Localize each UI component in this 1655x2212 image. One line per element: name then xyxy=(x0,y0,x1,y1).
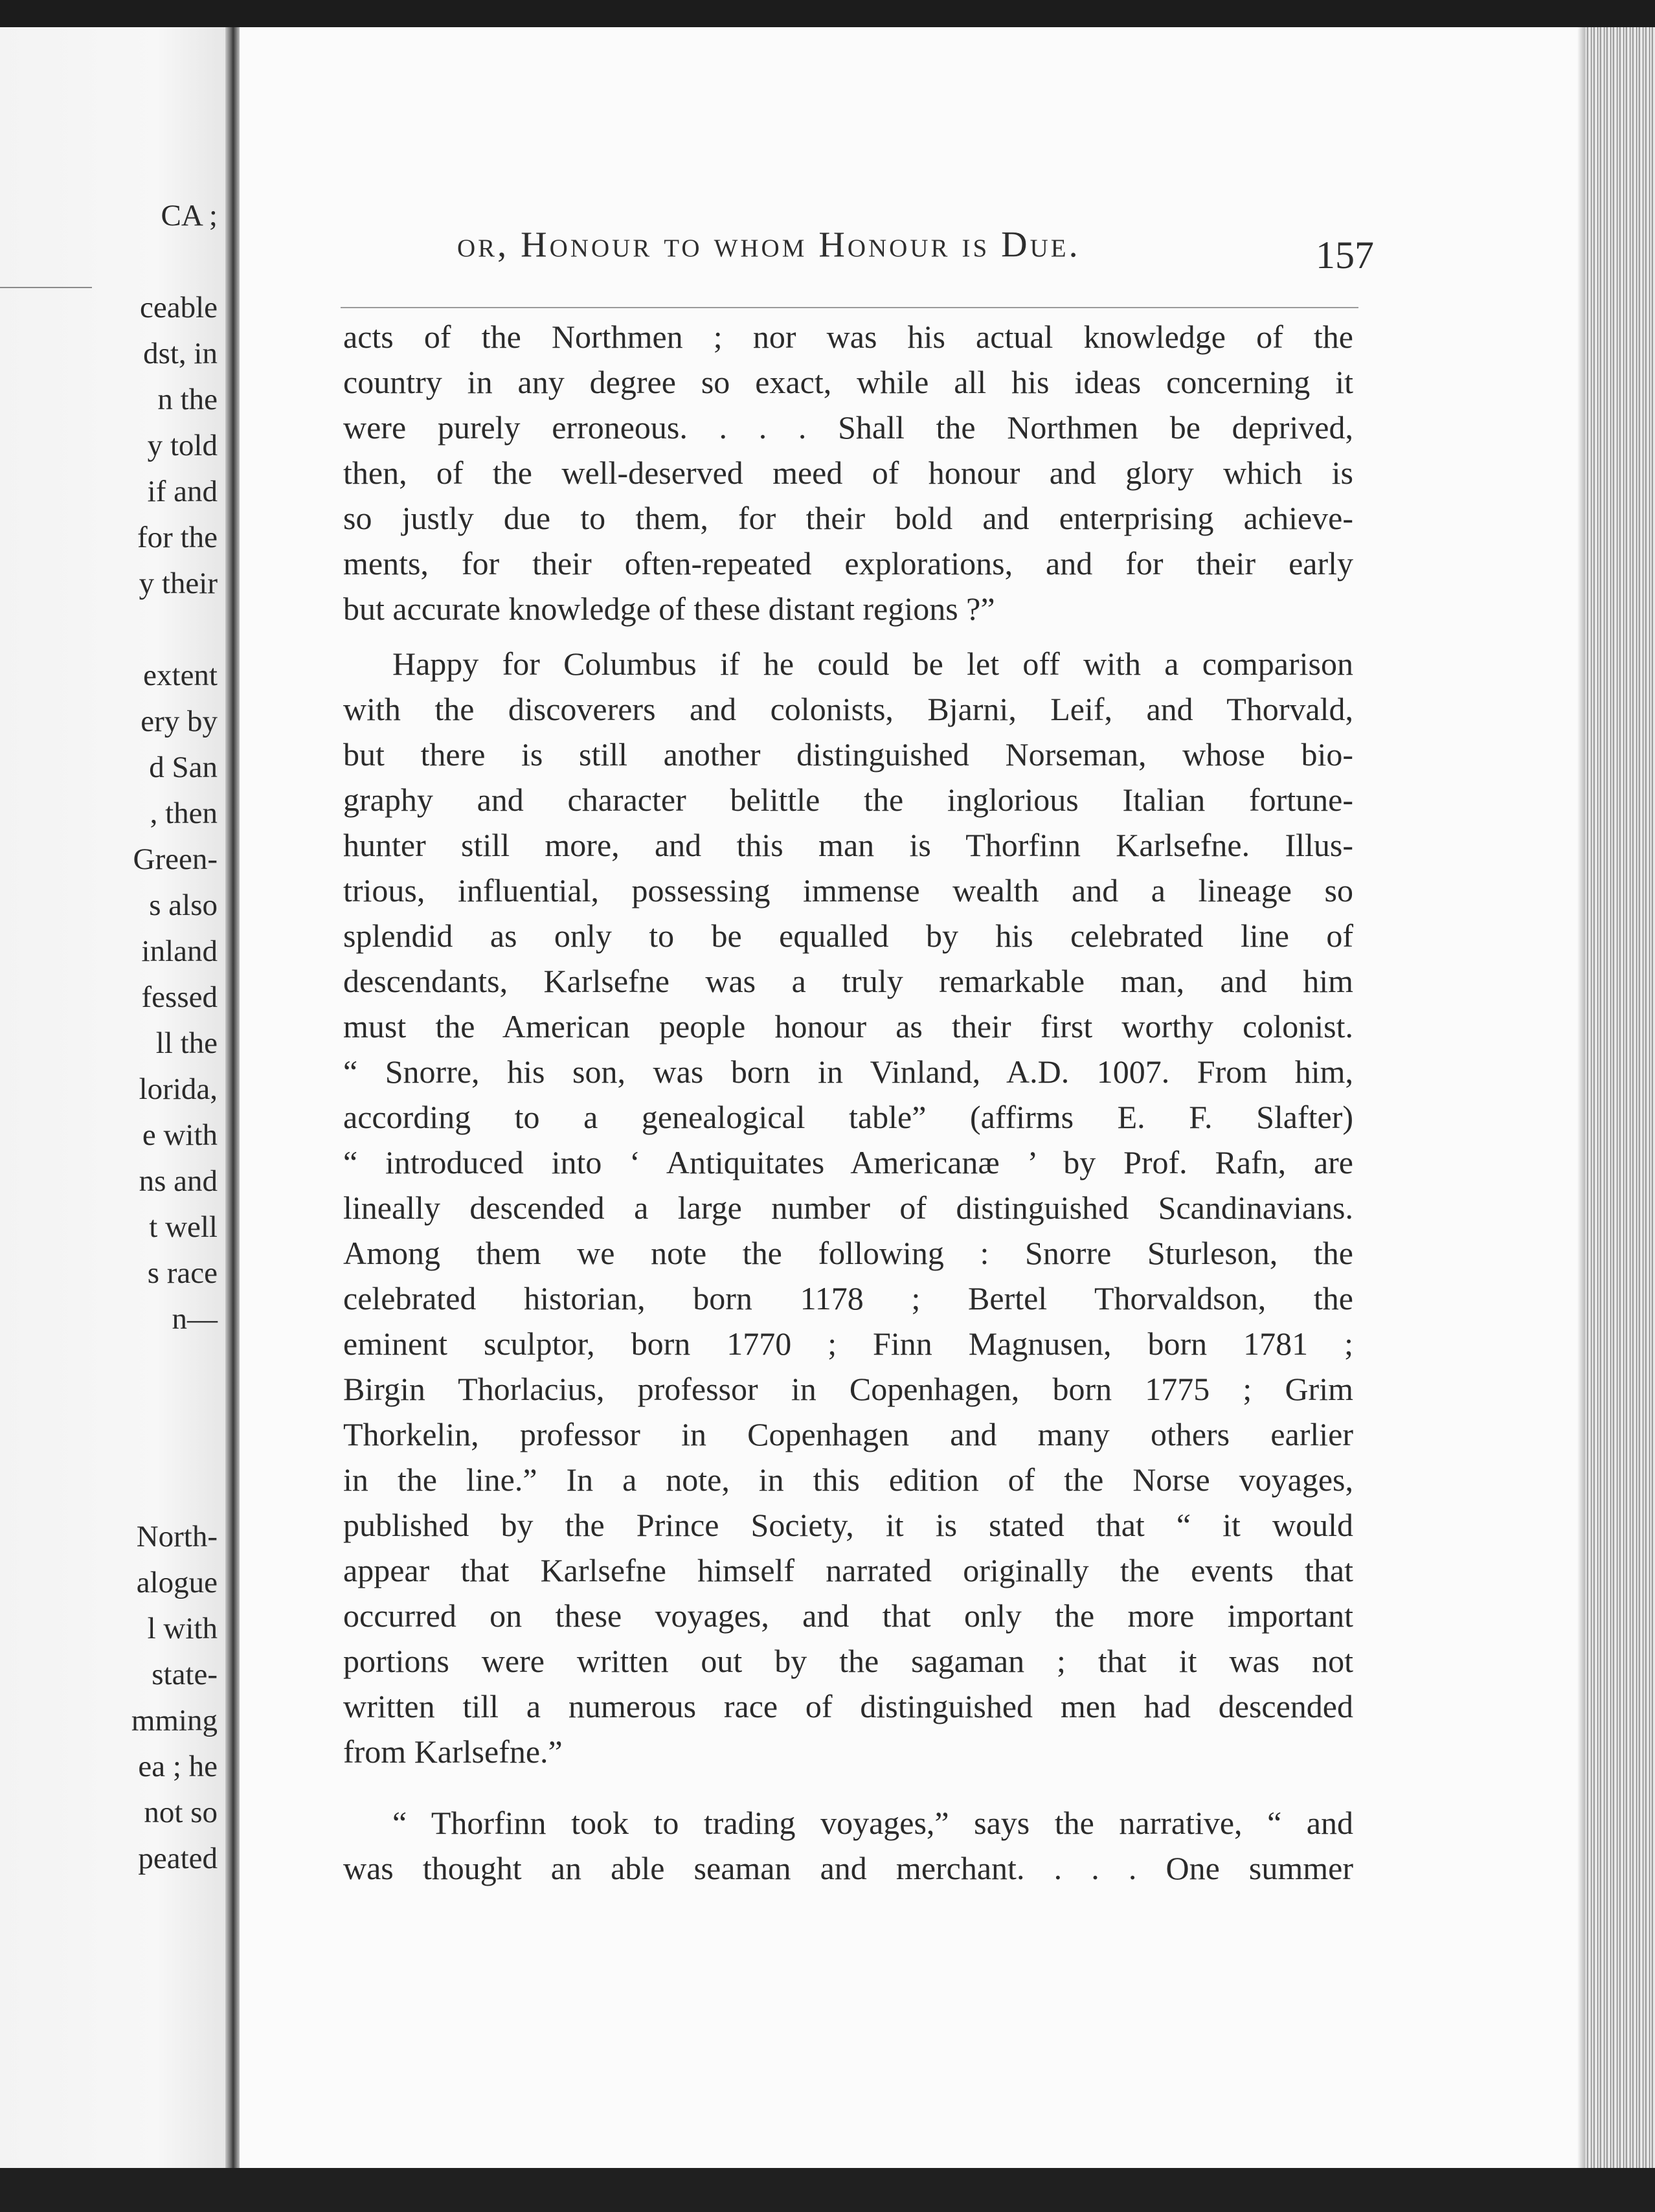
scan-top-border xyxy=(0,0,1655,27)
body-line: descendants, Karlsefne was a truly remarkable man, and him xyxy=(343,963,1353,999)
body-line: portions were written out by the sagaman ; that it was not xyxy=(343,1643,1353,1679)
left-page-line: state- xyxy=(152,1658,218,1691)
body-line: “ Snorre, his son, was born in Vinland, A.D. 1007. From him, xyxy=(343,1054,1353,1090)
body-line: Among them we note the following : Snorre Sturleson, the xyxy=(343,1235,1353,1271)
body-line: occurred on these voyages, and that only the more important xyxy=(343,1597,1353,1634)
body-line: then, of the well-deserved meed of honour and glory which is xyxy=(343,455,1353,491)
body-line: with the discoverers and colonists, Bjarni, Leif, and Thorvald, xyxy=(343,691,1353,727)
body-line: from Karlsefne.” xyxy=(343,1733,563,1770)
left-running-head-fragment: CA ; xyxy=(161,199,218,232)
left-page-line: ea ; he xyxy=(138,1750,218,1783)
left-page-line: ns and xyxy=(139,1164,218,1198)
left-page-line: for the xyxy=(137,521,218,554)
left-page-line: ll the xyxy=(155,1026,218,1060)
body-line: “ introduced into ‘ Antiquitates Americanæ ’ by Prof. Rafn, are xyxy=(343,1144,1353,1180)
body-line: published by the Prince Society, it is stated that “ it would xyxy=(343,1507,1353,1543)
scan-bottom-border xyxy=(0,2168,1655,2212)
page-number: 157 xyxy=(1316,234,1374,276)
body-line: must the American people honour as their first worthy colonist. xyxy=(343,1008,1353,1044)
left-page-line: inland xyxy=(141,934,218,968)
body-line: splendid as only to be equalled by his celebrated line of xyxy=(343,918,1353,954)
body-line: country in any degree so exact, while all his ideas concerning it xyxy=(343,364,1353,400)
left-page-line: ceable xyxy=(139,291,218,324)
body-line: eminent sculptor, born 1770 ; Finn Magnusen, born 1781 ; xyxy=(343,1326,1353,1362)
body-line: ments, for their often-repeated explorations, and for their early xyxy=(343,545,1353,581)
left-page-line: extent xyxy=(143,659,218,692)
body-line: but accurate knowledge of these distant regions ?” xyxy=(343,591,995,627)
left-page-line: d San xyxy=(149,751,218,784)
body-line: in the line.” In a note, in this edition of the Norse voyages, xyxy=(343,1462,1353,1498)
left-page-line: l with xyxy=(147,1612,218,1645)
body-line: graphy and character belittle the inglorious Italian fortune- xyxy=(343,782,1353,818)
left-page-line: t well xyxy=(149,1210,218,1244)
body-line: Happy for Columbus if he could be let off with a comparison xyxy=(392,646,1353,682)
body-line: but there is still another distinguished Norseman, whose bio- xyxy=(343,736,1353,773)
body-line: written till a numerous race of distinguished men had descended xyxy=(343,1688,1353,1724)
left-page-line: n— xyxy=(172,1302,218,1336)
left-page-line: Green- xyxy=(133,842,218,876)
left-page-line: y their xyxy=(139,567,218,600)
left-page-line: North- xyxy=(136,1520,218,1553)
left-page-line: ery by xyxy=(141,705,218,738)
left-page-line: fessed xyxy=(141,980,218,1014)
body-line: were purely erroneous. . . . Shall the Northmen be deprived, xyxy=(343,409,1353,446)
left-page-line: e with xyxy=(142,1118,218,1152)
body-line: hunter still more, and this man is Thorfinn Karlsefne. Illus- xyxy=(343,827,1353,863)
left-page-line: not so xyxy=(144,1796,218,1829)
left-page-line: if and xyxy=(147,475,218,508)
running-head-rule xyxy=(341,307,1358,308)
left-page xyxy=(0,27,225,2168)
body-line: so justly due to them, for their bold and enterprising achieve- xyxy=(343,500,1353,536)
body-line: “ Thorfinn took to trading voyages,” says the narrative, “ and xyxy=(392,1805,1353,1841)
body-line: lineally descended a large number of distinguished Scandinavians. xyxy=(343,1190,1353,1226)
left-page-line: n the xyxy=(157,383,218,416)
body-line: acts of the Northmen ; nor was his actual knowledge of the xyxy=(343,319,1353,355)
left-page-line: y told xyxy=(147,429,218,462)
left-page-line: , then xyxy=(150,796,218,830)
body-line: celebrated historian, born 1178 ; Bertel Thorvaldson, the xyxy=(343,1280,1353,1316)
body-line: appear that Karlsefne himself narrated originally the events that xyxy=(343,1552,1353,1588)
body-line: Birgin Thorlacius, professor in Copenhagen, born 1775 ; Grim xyxy=(343,1371,1353,1407)
body-line: was thought an able seaman and merchant. . . . One summer xyxy=(343,1850,1353,1886)
left-page-line: s also xyxy=(149,888,218,922)
body-line: Thorkelin, professor in Copenhagen and many others earlier xyxy=(343,1416,1353,1452)
running-head: or, Honour to whom Honour is Due. xyxy=(457,225,1081,265)
book-gutter xyxy=(225,27,240,2168)
page-edges xyxy=(1585,27,1655,2168)
body-line: according to a genealogical table” (affirms E. F. Slafter) xyxy=(343,1099,1353,1135)
left-page-line: alogue xyxy=(136,1566,218,1599)
left-page-line: dst, in xyxy=(143,337,218,370)
left-page-line: lorida, xyxy=(139,1072,218,1106)
left-page-line: peated xyxy=(138,1842,218,1875)
body-line: trious, influential, possessing immense wealth and a lineage so xyxy=(343,872,1353,909)
left-page-line: mming xyxy=(131,1704,218,1737)
left-page-line: s race xyxy=(147,1256,218,1290)
